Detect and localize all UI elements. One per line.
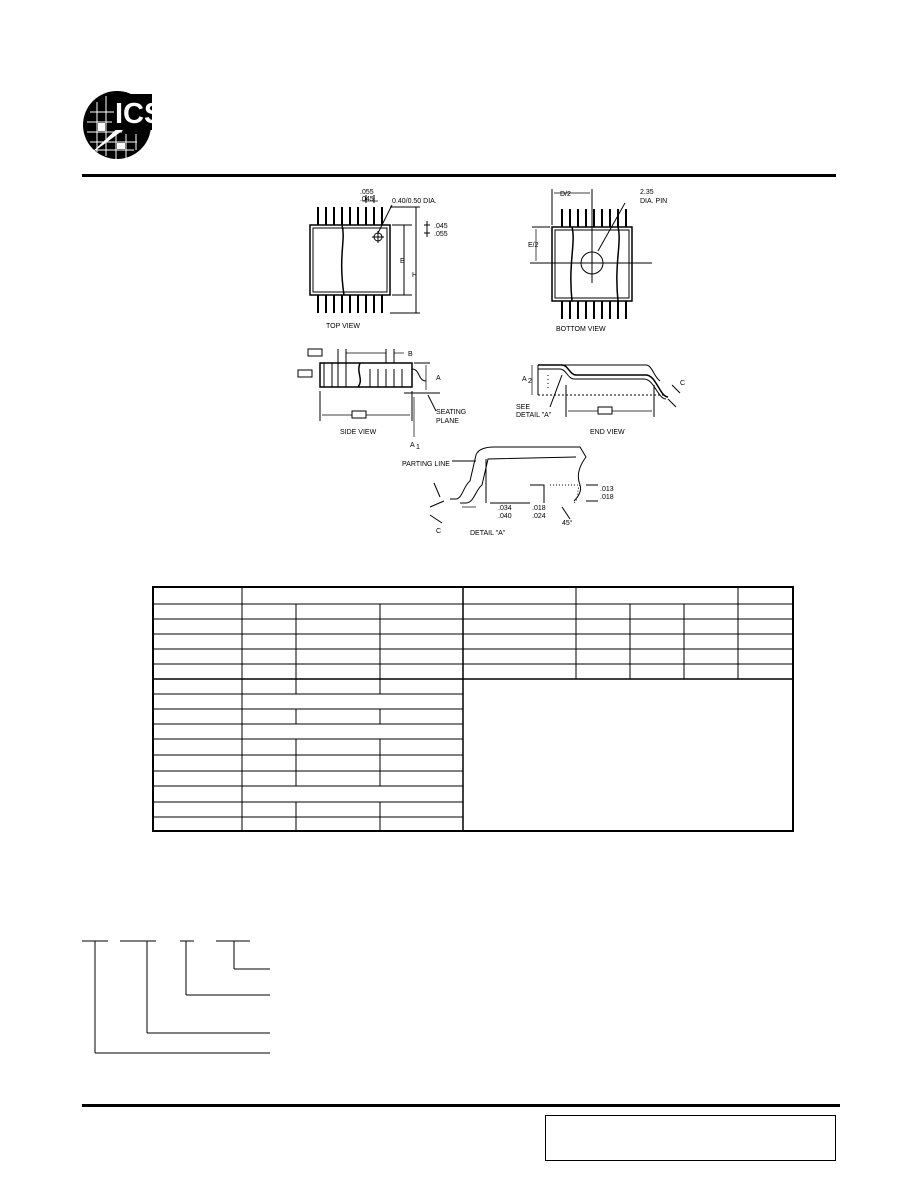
svg-text:.040: .040	[498, 513, 512, 520]
svg-text:45°: 45°	[562, 520, 573, 527]
ordering-code-diagram	[80, 935, 280, 1065]
svg-text:.045: .045	[360, 196, 374, 203]
svg-text:DETAIL "A": DETAIL "A"	[470, 530, 506, 537]
svg-text:E: E	[400, 258, 405, 265]
svg-text:.034: .034	[498, 505, 512, 512]
svg-text:SIDE VIEW: SIDE VIEW	[340, 429, 377, 436]
svg-text:PARTING LINE: PARTING LINE	[402, 461, 450, 468]
end-view	[532, 365, 680, 417]
svg-text:DIA. PIN: DIA. PIN	[640, 198, 668, 205]
svg-text:A: A	[522, 376, 527, 383]
svg-text:BOTTOM VIEW: BOTTOM VIEW	[556, 326, 606, 333]
top-view	[310, 195, 430, 313]
svg-text:C: C	[680, 380, 686, 387]
ics-logo	[82, 90, 164, 160]
svg-text:H: H	[412, 272, 418, 279]
svg-text:DETAIL "A": DETAIL "A"	[516, 412, 552, 419]
dimension-table	[152, 586, 794, 832]
svg-text:E/2: E/2	[528, 242, 539, 249]
svg-text:.018: .018	[532, 505, 546, 512]
bottom-view	[530, 189, 652, 319]
svg-text:.045: .045	[434, 223, 448, 230]
svg-text:SEE: SEE	[516, 404, 531, 411]
header-rule	[82, 174, 836, 177]
svg-text:.055: .055	[434, 231, 448, 238]
svg-text:C: C	[436, 528, 442, 535]
svg-text:TOP VIEW: TOP VIEW	[326, 323, 360, 330]
detail-a	[430, 447, 598, 523]
svg-text:D/2: D/2	[560, 191, 571, 198]
svg-text:SEATING: SEATING	[436, 409, 467, 416]
svg-text:.018: .018	[600, 494, 614, 501]
svg-text:ICS: ICS	[115, 98, 164, 130]
svg-text:0.40/0.50 DIA.: 0.40/0.50 DIA.	[392, 198, 437, 205]
svg-text:PLANE: PLANE	[436, 418, 459, 425]
svg-text:.013: .013	[600, 486, 614, 493]
package-outline-drawing	[280, 185, 700, 545]
footer-rule	[82, 1104, 840, 1107]
svg-text:A: A	[410, 442, 415, 449]
footer-info-box	[545, 1115, 836, 1161]
svg-text:END VIEW: END VIEW	[590, 429, 625, 436]
svg-text:B: B	[408, 351, 413, 358]
side-view	[298, 349, 440, 437]
svg-text:2: 2	[528, 378, 532, 385]
svg-text:2.35: 2.35	[640, 189, 654, 196]
svg-text:A: A	[436, 375, 441, 382]
svg-text:1: 1	[416, 444, 420, 451]
svg-text:.024: .024	[532, 513, 546, 520]
svg-text:.055: .055	[360, 189, 374, 196]
